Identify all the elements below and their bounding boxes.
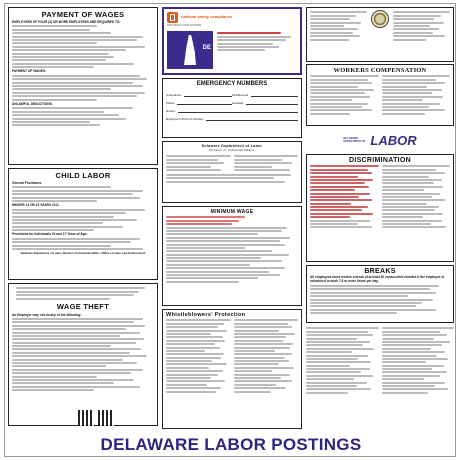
minimum-wage-panel <box>162 206 302 306</box>
middle-column <box>162 7 302 430</box>
minors-16-17-subhead: Provisions for Individuals 16 and 17 Years of Age: <box>12 232 88 237</box>
payment-of-wages-intro: EMPLOYERS OF FOUR (4) OR MORE EMPLOYEES ARE REQUIRED TO: <box>12 20 121 24</box>
minimum-wage-title: MINIMUM WAGE <box>210 209 254 215</box>
payment-body <box>12 25 154 68</box>
police-field: Police: <box>166 101 232 105</box>
workers-comp-panel <box>306 64 454 126</box>
right-column <box>306 7 454 430</box>
nsc-brand: national safety compliance <box>181 14 233 20</box>
emergency-numbers-title: EMERGENCY NUMBERS <box>166 81 298 87</box>
delaware-map-icon <box>167 31 213 69</box>
general-provisions-subhead: General Provisions: <box>12 181 43 185</box>
wage-theft-title: WAGE THEFT <box>56 301 110 311</box>
dept-subtitle: Division of Industrial Affairs <box>209 148 255 152</box>
payment-of-wages-title: PAYMENT OF WAGES <box>41 10 125 19</box>
breaks-panel <box>306 265 454 323</box>
emergency-numbers-panel <box>162 78 302 138</box>
nsc-tagline: HIGH RESOLUTION POSTERS <box>167 24 202 27</box>
ambulance-field: Ambulance: <box>166 93 232 97</box>
payment-of-wages-panel <box>8 7 158 165</box>
minors-14-15-subhead: MINORS 14 OR 15 YEARS OLD <box>12 203 59 208</box>
qr-code-icon <box>78 410 94 426</box>
workers-comp-top <box>306 7 454 62</box>
breaks-title: BREAKS <box>364 268 396 275</box>
child-labor-title: CHILD LABOR <box>55 171 111 180</box>
dol-logo-word: LABOR <box>370 132 417 148</box>
nsc-logo-icon <box>167 12 178 23</box>
discrimination-panel <box>306 154 454 262</box>
state-abbrev: DE <box>202 45 211 51</box>
child-labor-panel <box>8 168 158 280</box>
poster-footer-title: DELAWARE LABOR POSTINGS <box>100 435 362 454</box>
dol-logo-sub: DELAWARE DEPARTMENT OF <box>343 137 366 143</box>
employer-contact-field: Employer's Point of Contact: <box>166 117 298 121</box>
poster <box>4 3 456 457</box>
state-seal-icon <box>371 10 389 28</box>
doctor-field: Doctor: <box>166 109 298 113</box>
breaks-lead: All employees must receive a break of at least 30 consecutive minutes if the employee is scheduled to work 7.5 or more hours per day. <box>310 275 445 283</box>
fire-rescue-field: Fire/Rescue: <box>232 93 298 97</box>
hospital-field: Hospital: <box>232 101 298 105</box>
whistleblowers-title: Whistleblowers' Protection <box>166 312 246 318</box>
workers-comp-title: WORKERS COMPENSATION <box>333 67 427 74</box>
payment-of-wages-subhead: PAYMENT OF WAGES: <box>12 69 47 74</box>
wage-theft-intro: An Employer may not do any of the following: <box>12 312 82 317</box>
dept-title: Delaware Department of Labor <box>201 144 263 148</box>
wage-theft-panel <box>8 283 158 426</box>
qr-code-icon <box>98 410 114 426</box>
dept-of-labor-panel <box>162 141 302 203</box>
discrimination-title: DISCRIMINATION <box>348 157 411 164</box>
nsc-header <box>162 7 302 75</box>
dol-logo <box>306 128 454 152</box>
whistleblowers-continued <box>306 326 454 426</box>
left-column <box>8 7 158 430</box>
child-labor-footnote: Delaware Department of Labor, Division of Industrial Affairs, Office of Labor Law Enforcement <box>20 251 146 256</box>
unlawful-deductions-subhead: UNLAWFUL DEDUCTIONS: <box>12 101 53 106</box>
whistleblowers-panel <box>162 309 302 429</box>
